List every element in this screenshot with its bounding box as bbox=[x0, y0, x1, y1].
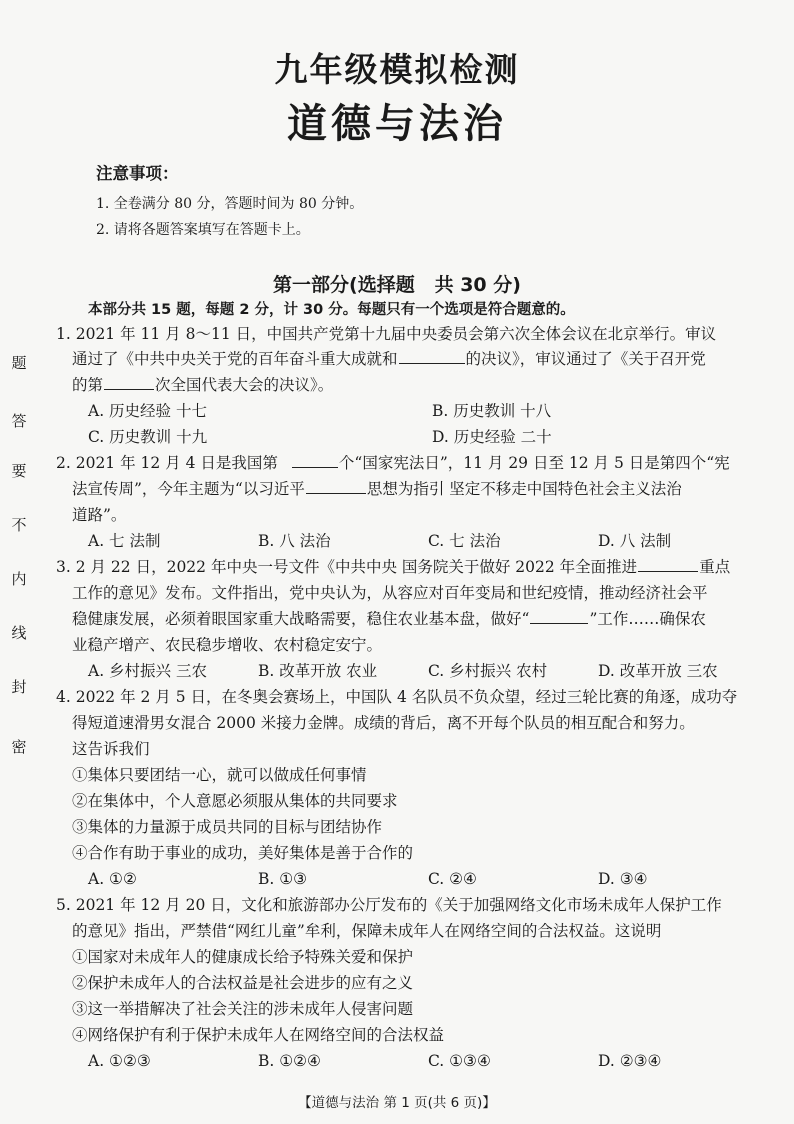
q2-line-1 bbox=[56, 456, 730, 472]
notice-item-2: 2. 请将各题答案填写在答题卡上。 bbox=[96, 222, 310, 238]
q4-statement-3: ③集体的力量源于成员共同的目标与团结协作 bbox=[72, 818, 383, 836]
q2-line-3: 道路”。 bbox=[72, 506, 127, 524]
q3-line-2: 工作的意见》发布。文件指出，党中央认为，从容应对百年变局和世纪疫情，推动经济社会平 bbox=[72, 584, 708, 602]
q2-option-c: C. 七 法治 bbox=[428, 532, 501, 550]
q1-option-d: D. 历史经验 二十 bbox=[432, 428, 552, 446]
q4-line-1: 4. 2022 年 2 月 5 日，在冬奥会赛场上，中国队 4 名队员不负众望，经过三轮比赛的角逐，成功夺 bbox=[56, 688, 738, 706]
q5-option-b: B. ①②④ bbox=[258, 1052, 321, 1070]
seal-char-3: 线 bbox=[11, 624, 27, 642]
answer-blank bbox=[306, 492, 366, 494]
seal-char-1: 密 bbox=[11, 738, 27, 756]
q2-line-1a: 2. 2021 年 12 月 4 日是我国第 bbox=[56, 454, 278, 472]
q1-line-2b: 的决议》，审议通过了《关于召开党 bbox=[465, 350, 706, 368]
answer-blank bbox=[292, 466, 338, 468]
q3-line-1a: 3. 2 月 22 日，2022 年中央一号文件《中共中央 国务院关于做好 2022 年全面推进 bbox=[56, 558, 638, 576]
answer-blank bbox=[399, 362, 465, 364]
q5-statement-3: ③这一举措解决了社会关注的涉未成年人侵害问题 bbox=[72, 1000, 414, 1018]
notice-item-1: 1. 全卷满分 80 分，答题时间为 80 分钟。 bbox=[96, 196, 364, 212]
section-title: 第一部分(选择题 共 30 分) bbox=[273, 274, 521, 296]
page-footer: 【道德与法治 第 1 页(共 6 页)】 bbox=[298, 1095, 496, 1111]
q4-statement-2: ②在集体中，个人意愿必须服从集体的共同要求 bbox=[72, 792, 398, 810]
seal-char-8: 题 bbox=[11, 354, 27, 372]
q1-line-2 bbox=[72, 352, 706, 368]
q5-line-2: 的意见》指出，严禁借“网红儿童”牟利，保障未成年人在网络空间的合法权益。这说明 bbox=[72, 922, 662, 940]
q3-line-1b: 重点 bbox=[699, 558, 731, 576]
answer-blank bbox=[530, 622, 588, 624]
q1-line-1: 1. 2021 年 11 月 8～11 日，中国共产党第十九届中央委员会第六次全体会议在北京举行。审议 bbox=[56, 325, 717, 343]
q5-option-c: C. ①③④ bbox=[428, 1052, 491, 1070]
answer-blank bbox=[638, 570, 698, 572]
q4-option-d: D. ③④ bbox=[598, 870, 648, 888]
q1-line-3a: 的第 bbox=[72, 376, 104, 394]
q4-statement-1: ①集体只要团结一心，就可以做成任何事情 bbox=[72, 766, 367, 784]
seal-char-6: 要 bbox=[11, 462, 27, 480]
q3-option-b: B. 改革开放 农业 bbox=[258, 662, 378, 680]
seal-char-2: 封 bbox=[11, 678, 27, 696]
q5-statement-4: ④网络保护有利于保护未成年人在网络空间的合法权益 bbox=[72, 1026, 445, 1044]
q2-line-2 bbox=[72, 482, 682, 498]
seal-char-5: 不 bbox=[11, 516, 27, 534]
q1-line-3 bbox=[72, 378, 333, 394]
q3-line-3b: ”工作……确保农 bbox=[589, 610, 706, 628]
q3-option-a: A. 乡村振兴 三农 bbox=[88, 662, 207, 680]
subject-title: 道德与法治 bbox=[287, 101, 507, 147]
q2-line-2b: 思想为指引 坚定不移走中国特色社会主义法治 bbox=[366, 480, 682, 498]
q4-line-2: 得短道速滑男女混合 2000 米接力金牌。成绩的背后，离不开每个队员的相互配合和努力。 bbox=[72, 714, 695, 732]
q2-option-b: B. 八 法治 bbox=[258, 532, 331, 550]
q4-option-c: C. ②④ bbox=[428, 870, 477, 888]
q4-statement-4: ④合作有助于事业的成功，美好集体是善于合作的 bbox=[72, 844, 414, 862]
q3-line-3 bbox=[72, 612, 706, 628]
answer-blank bbox=[104, 388, 154, 390]
q5-line-1: 5. 2021 年 12 月 20 日，文化和旅游部办公厅发布的《关于加强网络文化市场未成年人保护工作 bbox=[56, 896, 722, 914]
q4-option-a: A. ①② bbox=[88, 870, 137, 888]
q4-line-3: 这告诉我们 bbox=[72, 740, 150, 758]
q2-option-a: A. 七 法制 bbox=[88, 532, 161, 550]
q3-option-d: D. 改革开放 三农 bbox=[598, 662, 718, 680]
q5-option-a: A. ①②③ bbox=[88, 1052, 151, 1070]
q3-line-4: 业稳产增产、农民稳步增收、农村稳定安宁。 bbox=[72, 636, 383, 654]
q1-option-c: C. 历史教训 十九 bbox=[88, 428, 208, 446]
q1-line-2a: 通过了《中共中央关于党的百年奋斗重大成就和 bbox=[72, 350, 398, 368]
q2-line-1b: 个“国家宪法日”，11 月 29 日至 12 月 5 日是第四个“宪 bbox=[338, 454, 730, 472]
seal-char-4: 内 bbox=[11, 570, 27, 588]
q3-line-1 bbox=[56, 560, 730, 576]
q5-statement-2: ②保护未成年人的合法权益是社会进步的应有之义 bbox=[72, 974, 414, 992]
q1-option-b: B. 历史教训 十八 bbox=[432, 402, 552, 420]
exam-title: 九年级模拟检测 bbox=[274, 50, 520, 89]
q2-line-2a: 法宣传周”，今年主题为“以习近平 bbox=[72, 480, 305, 498]
notice-heading: 注意事项： bbox=[96, 164, 179, 183]
q5-option-d: D. ②③④ bbox=[598, 1052, 662, 1070]
section-description: 本部分共 15 题，每题 2 分，计 30 分。每题只有一个选项是符合题意的。 bbox=[88, 302, 575, 318]
q3-option-c: C. 乡村振兴 农村 bbox=[428, 662, 548, 680]
q1-option-a: A. 历史经验 十七 bbox=[88, 402, 207, 420]
q2-option-d: D. 八 法制 bbox=[598, 532, 672, 550]
q5-statement-1: ①国家对未成年人的健康成长给予特殊关爱和保护 bbox=[72, 948, 414, 966]
q3-line-3a: 稳健康发展，必须着眼国家重大战略需要，稳住农业基本盘，做好“ bbox=[72, 610, 530, 628]
q4-option-b: B. ①③ bbox=[258, 870, 308, 888]
q1-line-3b: 次全国代表大会的决议》。 bbox=[155, 376, 334, 394]
seal-char-7: 答 bbox=[11, 412, 27, 430]
